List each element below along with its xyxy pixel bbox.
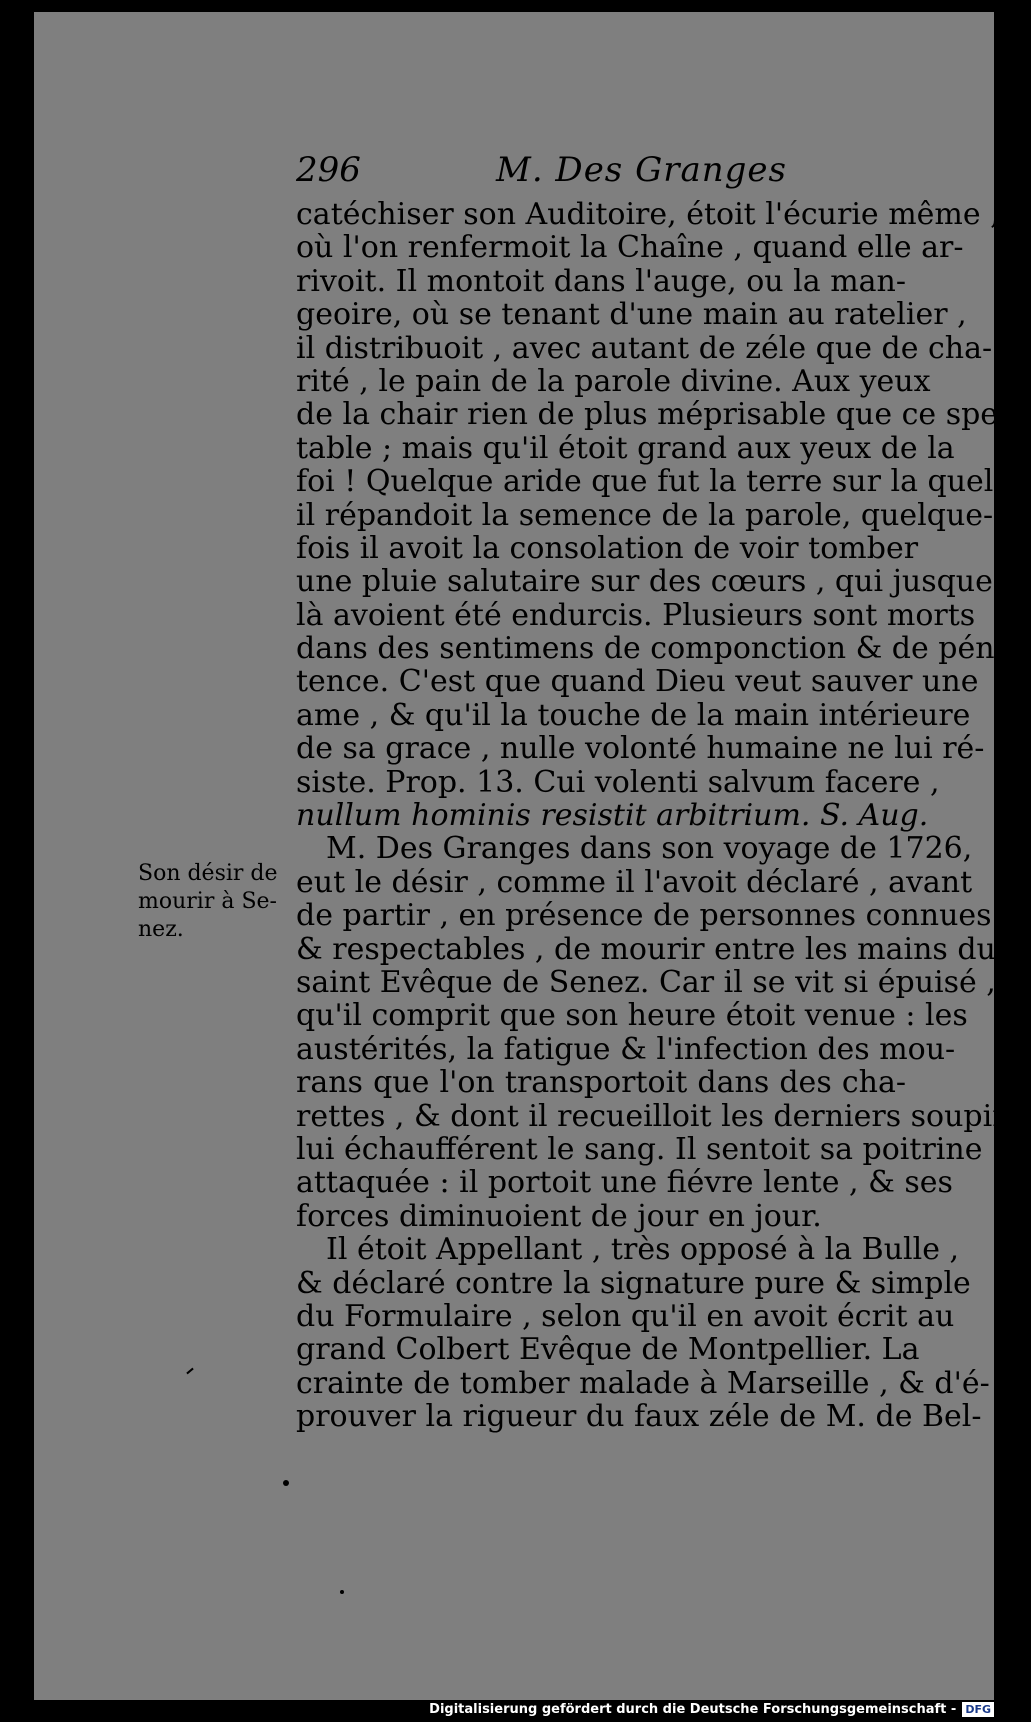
text-line: attaquée : il portoit une fiévre lente , & ses	[296, 1165, 953, 1201]
ink-mark	[340, 1590, 344, 1594]
text-line: il distribuoit , avec autant de zéle que de cha-	[296, 330, 993, 366]
text-line-paragraph-start: Il étoit Appellant , très opposé à la Bulle ,	[326, 1232, 960, 1268]
text-line: austérités, la fatigue & l'infection des mou-	[296, 1031, 956, 1067]
dfg-logo: DFG	[962, 1702, 994, 1717]
margin-note-line: Son désir de	[138, 861, 278, 886]
text-line: une pluie salutaire sur des cœurs , qui jusques-	[296, 564, 1019, 600]
text-line: saint Evêque de Senez. Car il se vit si épuisé ,	[296, 964, 996, 1000]
text-line: catéchiser son Auditoire, étoit l'écurie même ,	[296, 197, 1000, 232]
text-line: rettes , & dont il recueilloit les derniers soupirs,	[296, 1098, 1031, 1134]
text-line: rité , le pain de la parole divine. Aux yeux	[296, 363, 931, 399]
text-line: lui échaufférent le sang. Il sentoit sa poitrine	[296, 1131, 983, 1167]
text-line-latin-quote: nullum hominis resistit arbitrium. S. Aug.	[296, 798, 929, 834]
margin-note-line: mourir à Se-	[138, 889, 277, 914]
text-line: là avoient été endurcis. Plusieurs sont morts	[296, 597, 976, 633]
text-line: forces diminuoient de jour en jour.	[296, 1198, 822, 1234]
text-line: & respectables , de mourir entre les mains du	[296, 931, 996, 967]
page-number: 296	[296, 150, 361, 190]
text-line: grand Colbert Evêque de Montpellier. La	[296, 1332, 920, 1368]
text-line: & déclaré contre la signature pure & simple	[296, 1265, 971, 1301]
text-line: où l'on renfermoit la Chaîne , quand elle ar-	[296, 230, 964, 266]
text-line: crainte de tomber malade à Marseille , & d'é-	[296, 1365, 990, 1401]
page-header	[296, 150, 916, 200]
text-line: dans des sentimens de componction & de péni-	[296, 631, 1015, 667]
margin-note-line: nez.	[138, 917, 184, 942]
digitization-footer	[429, 1700, 994, 1718]
text-line-paragraph-start: M. Des Granges dans son voyage de 1726,	[326, 831, 973, 867]
text-line: il répandoit la semence de la parole, quelque-	[296, 497, 994, 533]
footer-text: Digitalisierung gefördert durch die Deutsche Forschungsgemeinschaft -	[429, 1701, 957, 1717]
text-line: fois il avoit la consolation de voir tomber	[296, 530, 919, 566]
text-line: qu'il comprit que son heure étoit venue : les	[296, 998, 968, 1034]
text-line: de la chair rien de plus méprisable que ce spec-	[296, 397, 1025, 433]
ink-mark	[283, 1480, 289, 1486]
running-title: M. Des Granges	[496, 150, 787, 190]
margin-note	[138, 860, 288, 944]
text-line: du Formulaire , selon qu'il en avoit écrit au	[296, 1298, 955, 1334]
text-line: prouver la rigueur du faux zéle de M. de Bel-	[296, 1399, 982, 1435]
text-line: siste. Prop. 13. Cui volenti salvum facere ,	[296, 764, 940, 800]
text-line: de partir , en présence de personnes connues	[296, 898, 992, 934]
text-line: de sa grace , nulle volonté humaine ne lui ré-	[296, 731, 985, 767]
body-text	[296, 197, 1031, 1435]
text-line: ame , & qu'il la touche de la main intérieure	[296, 697, 971, 733]
text-line: geoire, où se tenant d'une main au ratelier ,	[296, 297, 967, 333]
text-line: rivoit. Il montoit dans l'auge, ou la man-	[296, 263, 906, 299]
text-line: eut le désir , comme il l'avoit déclaré , avant	[296, 864, 973, 900]
text-line: foi ! Quelque aride que fut la terre sur la quelle	[296, 464, 1021, 500]
text-line: rans que l'on transportoit dans des cha-	[296, 1065, 906, 1101]
text-line: tence. C'est que quand Dieu veut sauver une	[296, 664, 979, 700]
text-line: table ; mais qu'il étoit grand aux yeux de la	[296, 430, 955, 466]
